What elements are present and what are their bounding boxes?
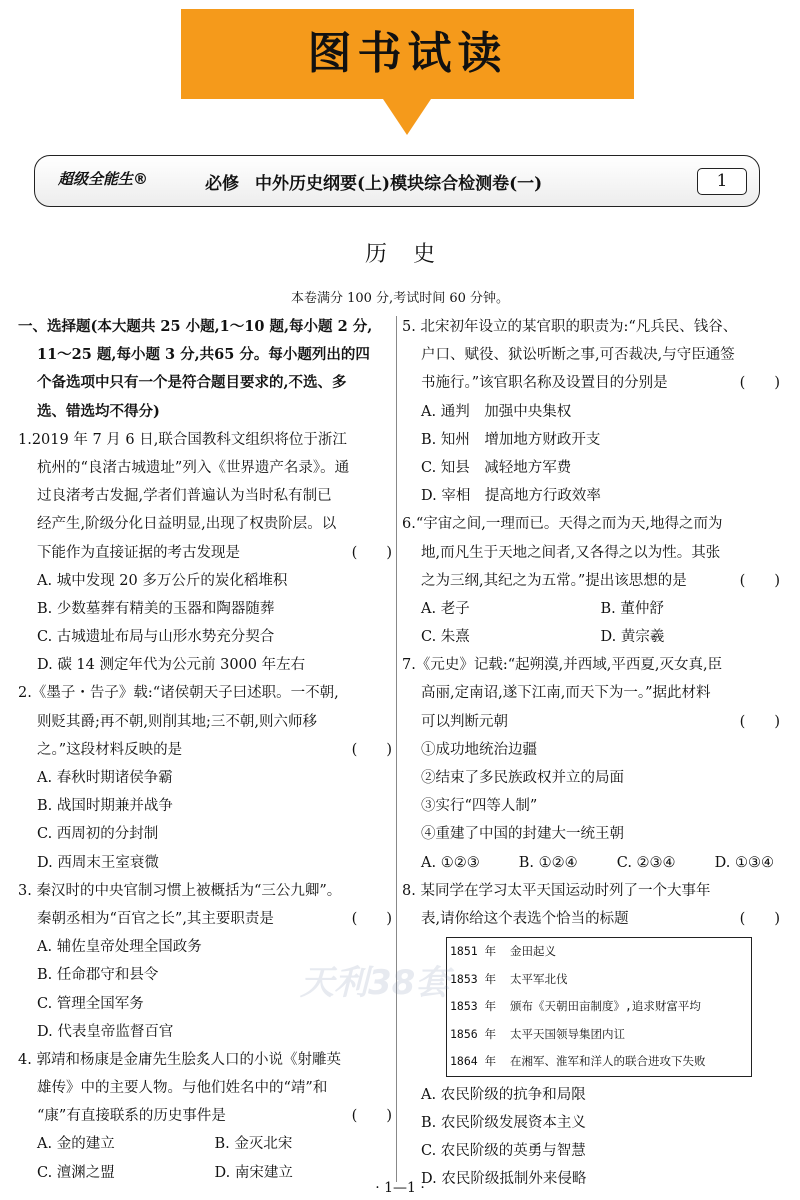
subject-title: 历史 bbox=[364, 242, 461, 267]
table-row bbox=[447, 938, 751, 966]
statement-item: ④重建了中国的封建大一统王朝 bbox=[421, 826, 624, 843]
option-a[interactable]: A. 老子 bbox=[421, 600, 470, 617]
answer-blank[interactable]: ( ) bbox=[739, 910, 780, 927]
option-c[interactable]: C. 西周初的分封制 bbox=[37, 826, 159, 843]
table-event: 太平军北伐 bbox=[510, 971, 568, 986]
option-d[interactable]: D. 碳 14 测定年代为公元前 3000 年左右 bbox=[37, 657, 306, 674]
option-a[interactable]: A. 春秋时期诸侯争霸 bbox=[37, 770, 173, 786]
question-stem-text: 秦朝丞相为“百官之长”,其主要职责是 bbox=[37, 910, 274, 927]
option-c[interactable]: C. 管理全国军务 bbox=[37, 995, 144, 1012]
question-stem-line: 1.2019 年 7 月 6 日,联合国教科文组织将位于浙江 bbox=[18, 431, 347, 448]
statement-item: ③实行“四等人制” bbox=[421, 798, 538, 815]
table-row bbox=[447, 1021, 751, 1049]
question-stem-line: 6.“宇宙之间,一理而已。天得之而为天,地得之而为 bbox=[402, 516, 723, 533]
option-b[interactable]: B. 农民阶级发展资本主义 bbox=[421, 1114, 586, 1131]
question-stem-text: 之为三纲,其纪之为五常。”提出该思想的是 bbox=[421, 572, 687, 589]
option-b[interactable]: B. 任命郡守和县令 bbox=[37, 967, 159, 984]
table-year: 1853 年 bbox=[450, 971, 497, 986]
question-stem-line: 地,而凡生于天地之间者,又各得之以为性。其张 bbox=[421, 544, 721, 561]
option-c[interactable]: C. 古城遗址布局与山形水势充分契合 bbox=[37, 629, 275, 646]
option-a[interactable]: A. 辅佐皇帝处理全国政务 bbox=[37, 939, 202, 956]
option-b[interactable]: B. 知州 增加地方财政开支 bbox=[421, 431, 601, 448]
question-stem-line: 则贬其爵;再不朝,则削其地;三不朝,则六师移 bbox=[37, 713, 317, 730]
option-b[interactable]: B. ①②④ bbox=[518, 854, 578, 871]
question-stem-text: 表,请你给这个表选个恰当的标题 bbox=[421, 910, 629, 927]
table-row bbox=[447, 1048, 751, 1076]
question-stem-line: 4. 郭靖和杨康是金庸先生脍炙人口的小说《射雕英 bbox=[18, 1051, 341, 1068]
question-8 bbox=[402, 877, 780, 1194]
answer-blank[interactable]: ( ) bbox=[739, 713, 780, 730]
question-stem-line: 7.《元史》记载:“起朔漠,并西域,平西夏,灭女真,臣 bbox=[402, 657, 723, 674]
question-stem-line: 过良渚考古发掘,学者们普遍认为当时私有制已 bbox=[37, 488, 332, 505]
table-year: 1864 年 bbox=[450, 1054, 497, 1069]
answer-blank[interactable]: ( ) bbox=[351, 910, 392, 927]
top-banner bbox=[181, 9, 634, 99]
option-row bbox=[402, 623, 780, 651]
table-event: 金田起义 bbox=[510, 944, 556, 959]
option-row bbox=[402, 595, 780, 623]
option-row bbox=[402, 849, 780, 877]
section-line: 11～25 题,每小题 3 分,共65 分。每小题列出的四 bbox=[37, 346, 370, 364]
option-row bbox=[18, 1130, 392, 1158]
question-stem-line bbox=[18, 539, 392, 567]
answer-blank[interactable]: ( ) bbox=[351, 741, 392, 758]
question-stem-line bbox=[402, 708, 780, 736]
option-a[interactable]: A. 农民阶级的抗争和局限 bbox=[421, 1086, 586, 1103]
question-stem-text: 下能作为直接证据的考古发现是 bbox=[37, 544, 240, 561]
exam-title-course: 必修 bbox=[205, 174, 239, 194]
option-d[interactable]: D. 农民阶级抵制外来侵略 bbox=[421, 1171, 587, 1188]
answer-blank[interactable]: ( ) bbox=[739, 375, 780, 392]
option-b[interactable]: B. 战国时期兼并战争 bbox=[37, 798, 173, 815]
table-year: 1851 年 bbox=[450, 944, 497, 959]
section-heading bbox=[18, 313, 392, 426]
exam-note: 本卷满分 100 分,考试时间 60 分钟。 bbox=[290, 291, 510, 306]
table-row bbox=[447, 993, 751, 1021]
option-a[interactable]: A. 金的建立 bbox=[37, 1136, 115, 1153]
option-d[interactable]: D. 西周末王室衰微 bbox=[37, 854, 159, 871]
answer-blank[interactable]: ( ) bbox=[351, 544, 392, 561]
question-stem-line: 8. 某同学在学习太平天国运动时列了一个大事年 bbox=[402, 882, 711, 899]
option-a[interactable]: A. 城中发现 20 多万公斤的炭化稻堆积 bbox=[37, 572, 288, 589]
question-stem-text: 书施行。”该官职名称及设置目的分别是 bbox=[421, 375, 668, 392]
option-a[interactable]: A. ①②③ bbox=[421, 854, 480, 871]
table-row bbox=[447, 966, 751, 994]
question-stem-line bbox=[402, 369, 780, 397]
page-footer: · 1—1 · bbox=[375, 1180, 425, 1196]
question-1 bbox=[18, 426, 392, 680]
table-event: 太平天国领导集团内讧 bbox=[510, 1026, 625, 1041]
statement-item: ②结束了多民族政权并立的局面 bbox=[421, 770, 624, 786]
question-stem-line: 户口、赋役、狱讼听断之事,可否裁决,与守臣通签 bbox=[421, 347, 735, 364]
option-c[interactable]: C. 农民阶级的英勇与智慧 bbox=[421, 1143, 586, 1159]
option-b[interactable]: B. 金灭北宋 bbox=[214, 1136, 293, 1153]
question-stem-line: 高丽,定南诏,遂下江南,而天下为一。”据此材料 bbox=[421, 685, 711, 702]
banner-title: 图书试读 bbox=[307, 28, 508, 79]
question-stem-text: “康”有直接联系的历史事件是 bbox=[37, 1108, 226, 1125]
option-d[interactable]: D. 代表皇帝监督百官 bbox=[37, 1023, 174, 1040]
option-c[interactable]: C. 澶渊之盟 bbox=[37, 1164, 115, 1181]
option-d[interactable]: D. ①③④ bbox=[714, 854, 774, 871]
answer-blank[interactable]: ( ) bbox=[351, 1108, 392, 1125]
option-a[interactable]: A. 通判 加强中央集权 bbox=[421, 403, 572, 420]
right-column bbox=[402, 313, 780, 1193]
option-d[interactable]: D. 黄宗羲 bbox=[600, 629, 665, 646]
section-line: 个备选项中只有一个是符合题目要求的,不选、多 bbox=[37, 374, 347, 392]
section-line: 选、错选均不得分) bbox=[37, 402, 160, 420]
question-stem-text: 之。”这段材料反映的是 bbox=[37, 741, 183, 758]
section-line: 一、选择题(本大题共 25 小题,1～10 题,每小题 2 分, bbox=[18, 318, 373, 335]
statement-item: ①成功地统治边疆 bbox=[421, 741, 537, 758]
question-stem-line bbox=[402, 905, 780, 933]
table-event: 颁布《天朝田亩制度》,追求财富平均 bbox=[510, 999, 701, 1014]
question-6 bbox=[402, 510, 780, 651]
watermark-text: 天利38套 bbox=[300, 963, 450, 1003]
option-d[interactable]: D. 南宋建立 bbox=[214, 1164, 293, 1181]
question-stem-line bbox=[18, 905, 392, 933]
brand-logo-text: 超级全能生® bbox=[58, 170, 149, 188]
question-5 bbox=[402, 313, 780, 510]
question-stem-line: 杭州的“良渚古城遗址”列入《世界遗产名录》。通 bbox=[37, 459, 350, 476]
question-stem-line bbox=[18, 736, 392, 764]
question-stem-line: 2.《墨子・告子》载:“诸侯朝天子曰述职。一不朝, bbox=[18, 685, 339, 702]
option-b[interactable]: B. 董仲舒 bbox=[600, 600, 664, 617]
question-stem-line bbox=[18, 1102, 392, 1130]
exam-title-name: 中外历史纲要(上)模块综合检测卷(一) bbox=[255, 174, 543, 194]
column-divider bbox=[396, 316, 397, 1182]
table-year: 1856 年 bbox=[450, 1026, 497, 1041]
left-column bbox=[18, 313, 392, 1187]
table-event: 在湘军、淮军和洋人的联合进攻下失败 bbox=[510, 1054, 706, 1069]
question-stem-text: 可以判断元朝 bbox=[421, 713, 508, 730]
question-stem-line: 5. 北宋初年设立的某官职的职责为:“凡兵民、钱谷、 bbox=[402, 319, 738, 335]
question-4 bbox=[18, 1046, 392, 1187]
question-7 bbox=[402, 651, 780, 877]
question-stem-line: 雄传》中的主要人物。与他们姓名中的“靖”和 bbox=[37, 1080, 328, 1097]
option-d[interactable]: D. 宰相 提高地方行政效率 bbox=[421, 488, 601, 505]
option-b[interactable]: B. 少数墓葬有精美的玉器和陶器随葬 bbox=[37, 600, 275, 617]
exam-title bbox=[205, 169, 542, 194]
question-2 bbox=[18, 679, 392, 876]
option-c[interactable]: C. 知县 减轻地方军费 bbox=[421, 459, 572, 476]
question-stem-line: 3. 秦汉时的中央官制习惯上被概括为“三公九卿”。 bbox=[18, 882, 342, 899]
banner-arrow bbox=[383, 99, 431, 135]
table-year: 1853 年 bbox=[450, 999, 497, 1014]
timeline-table bbox=[446, 937, 752, 1077]
question-stem-line bbox=[402, 567, 780, 595]
question-stem-line: 经产生,阶级分化日益明显,出现了权贵阶层。以 bbox=[37, 516, 337, 533]
page-number-box: 1 bbox=[697, 168, 747, 195]
option-c[interactable]: C. 朱熹 bbox=[421, 629, 470, 646]
option-c[interactable]: C. ②③④ bbox=[616, 854, 676, 871]
answer-blank[interactable]: ( ) bbox=[739, 572, 780, 589]
